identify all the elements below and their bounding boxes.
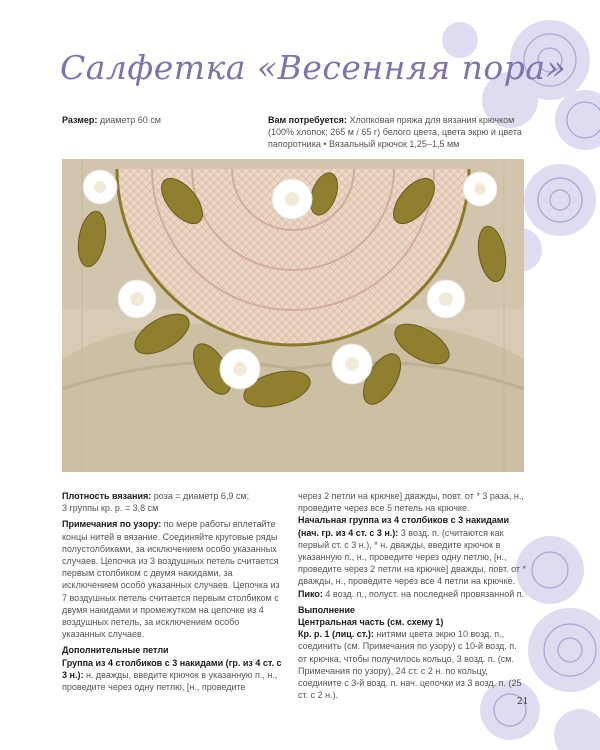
row1-paragraph <box>298 628 526 701</box>
group-label: Группа из 4 столбиков с 3 накидами (гр. из 4 ст. с 3 н.): <box>62 657 282 680</box>
execution-heading: Выполнение <box>298 604 356 615</box>
start-group-text: 3 возд. п. (считаются как первый ст. с 3 н.), * н. дважды, введите крючок в указанную п., н., проведите через одну петлю, [н., проведите через 2 петли на крючке] дважды, повт. от * дважды, н., проведите через все 4 петли на крючке. <box>298 527 527 587</box>
central-part-heading: Центральная часть (см. схему 1) <box>298 617 444 628</box>
left-column <box>62 490 284 693</box>
start-group-paragraph <box>298 514 526 587</box>
notes-paragraph <box>62 518 284 640</box>
page-number: 21 <box>517 697 529 707</box>
picot-text: 4 возд. п., полуст. на последней провязанной п. <box>325 588 525 599</box>
materials-label: Вам потребуется: <box>268 115 347 125</box>
materials-text: Хлопковая пряжа для вязания крючком (100% хлопок; 265 м / 65 г) белого цвета, цвета экрю и цвета папоротника • Вязальный крючок 1,25–1,5 мм <box>268 115 522 150</box>
size-text: диаметр 60 см <box>99 115 161 125</box>
right-column <box>298 490 526 701</box>
density-label: Плотность вязания: <box>62 491 152 501</box>
row1-label: Кр. р. 1 (лиц. ст.): <box>298 629 374 640</box>
page-title: Салфетка «Весенняя пора» <box>60 48 567 87</box>
extra-stitches-heading: Дополнительные петли <box>62 645 169 656</box>
notes-label: Примечания по узору: <box>62 519 162 530</box>
start-group-label: Начальная группа из 4 столбиков с 3 накидами (нач. гр. из 4 ст. с 3 н.): <box>298 515 510 538</box>
density-line1: роза = диаметр 6,9 см; <box>153 491 250 501</box>
materials-block <box>268 114 526 151</box>
picot-label: Пико: <box>298 588 323 599</box>
row1-text: нитями цвета экрю 10 возд. п., соединить (см. Примечания по узору) с 10-й возд. п. от крючка, чтобы получилось кольцо, 3 возд. п. (см. Примечания по узору), 24 ст. с 2 н. по кольцу, соедините с 3-й возд. п. нач. цепочки из 3 возд. п. (25 ст. с 2 н.). <box>298 629 522 701</box>
group-text: н. дважды, введите крючок в указанную п., н., проведите через одну петлю, [н., проведите <box>62 669 278 693</box>
picot-paragraph <box>298 588 526 600</box>
notes-text: по мере работы вплетайте концы нитей в вязание. Соединяйте круговые ряды полустолбиками, за исключением особо указанных случаев. Цепочка из 3 воздушных петель считается первым столбиком с двумя накидами, за исключением особо указанных случаев. Цепочка из 7 воздушных петель считается первым столбиком с двумя накидами и промежутком на цепочке из 4 воздушных петель, за исключением особо указанных случаев. <box>62 519 280 640</box>
continuation-text: через 2 петли на крючке] дважды, повт. от * 3 раза, н., проведите через все 5 петель на крючке. <box>298 491 524 514</box>
density-line2: 3 группы кр. р. = 3,8 см <box>62 503 159 514</box>
size-block <box>62 114 262 126</box>
doily-photo <box>62 159 524 472</box>
group-paragraph <box>62 657 284 694</box>
density-paragraph <box>62 490 284 514</box>
size-label: Размер: <box>62 115 98 125</box>
